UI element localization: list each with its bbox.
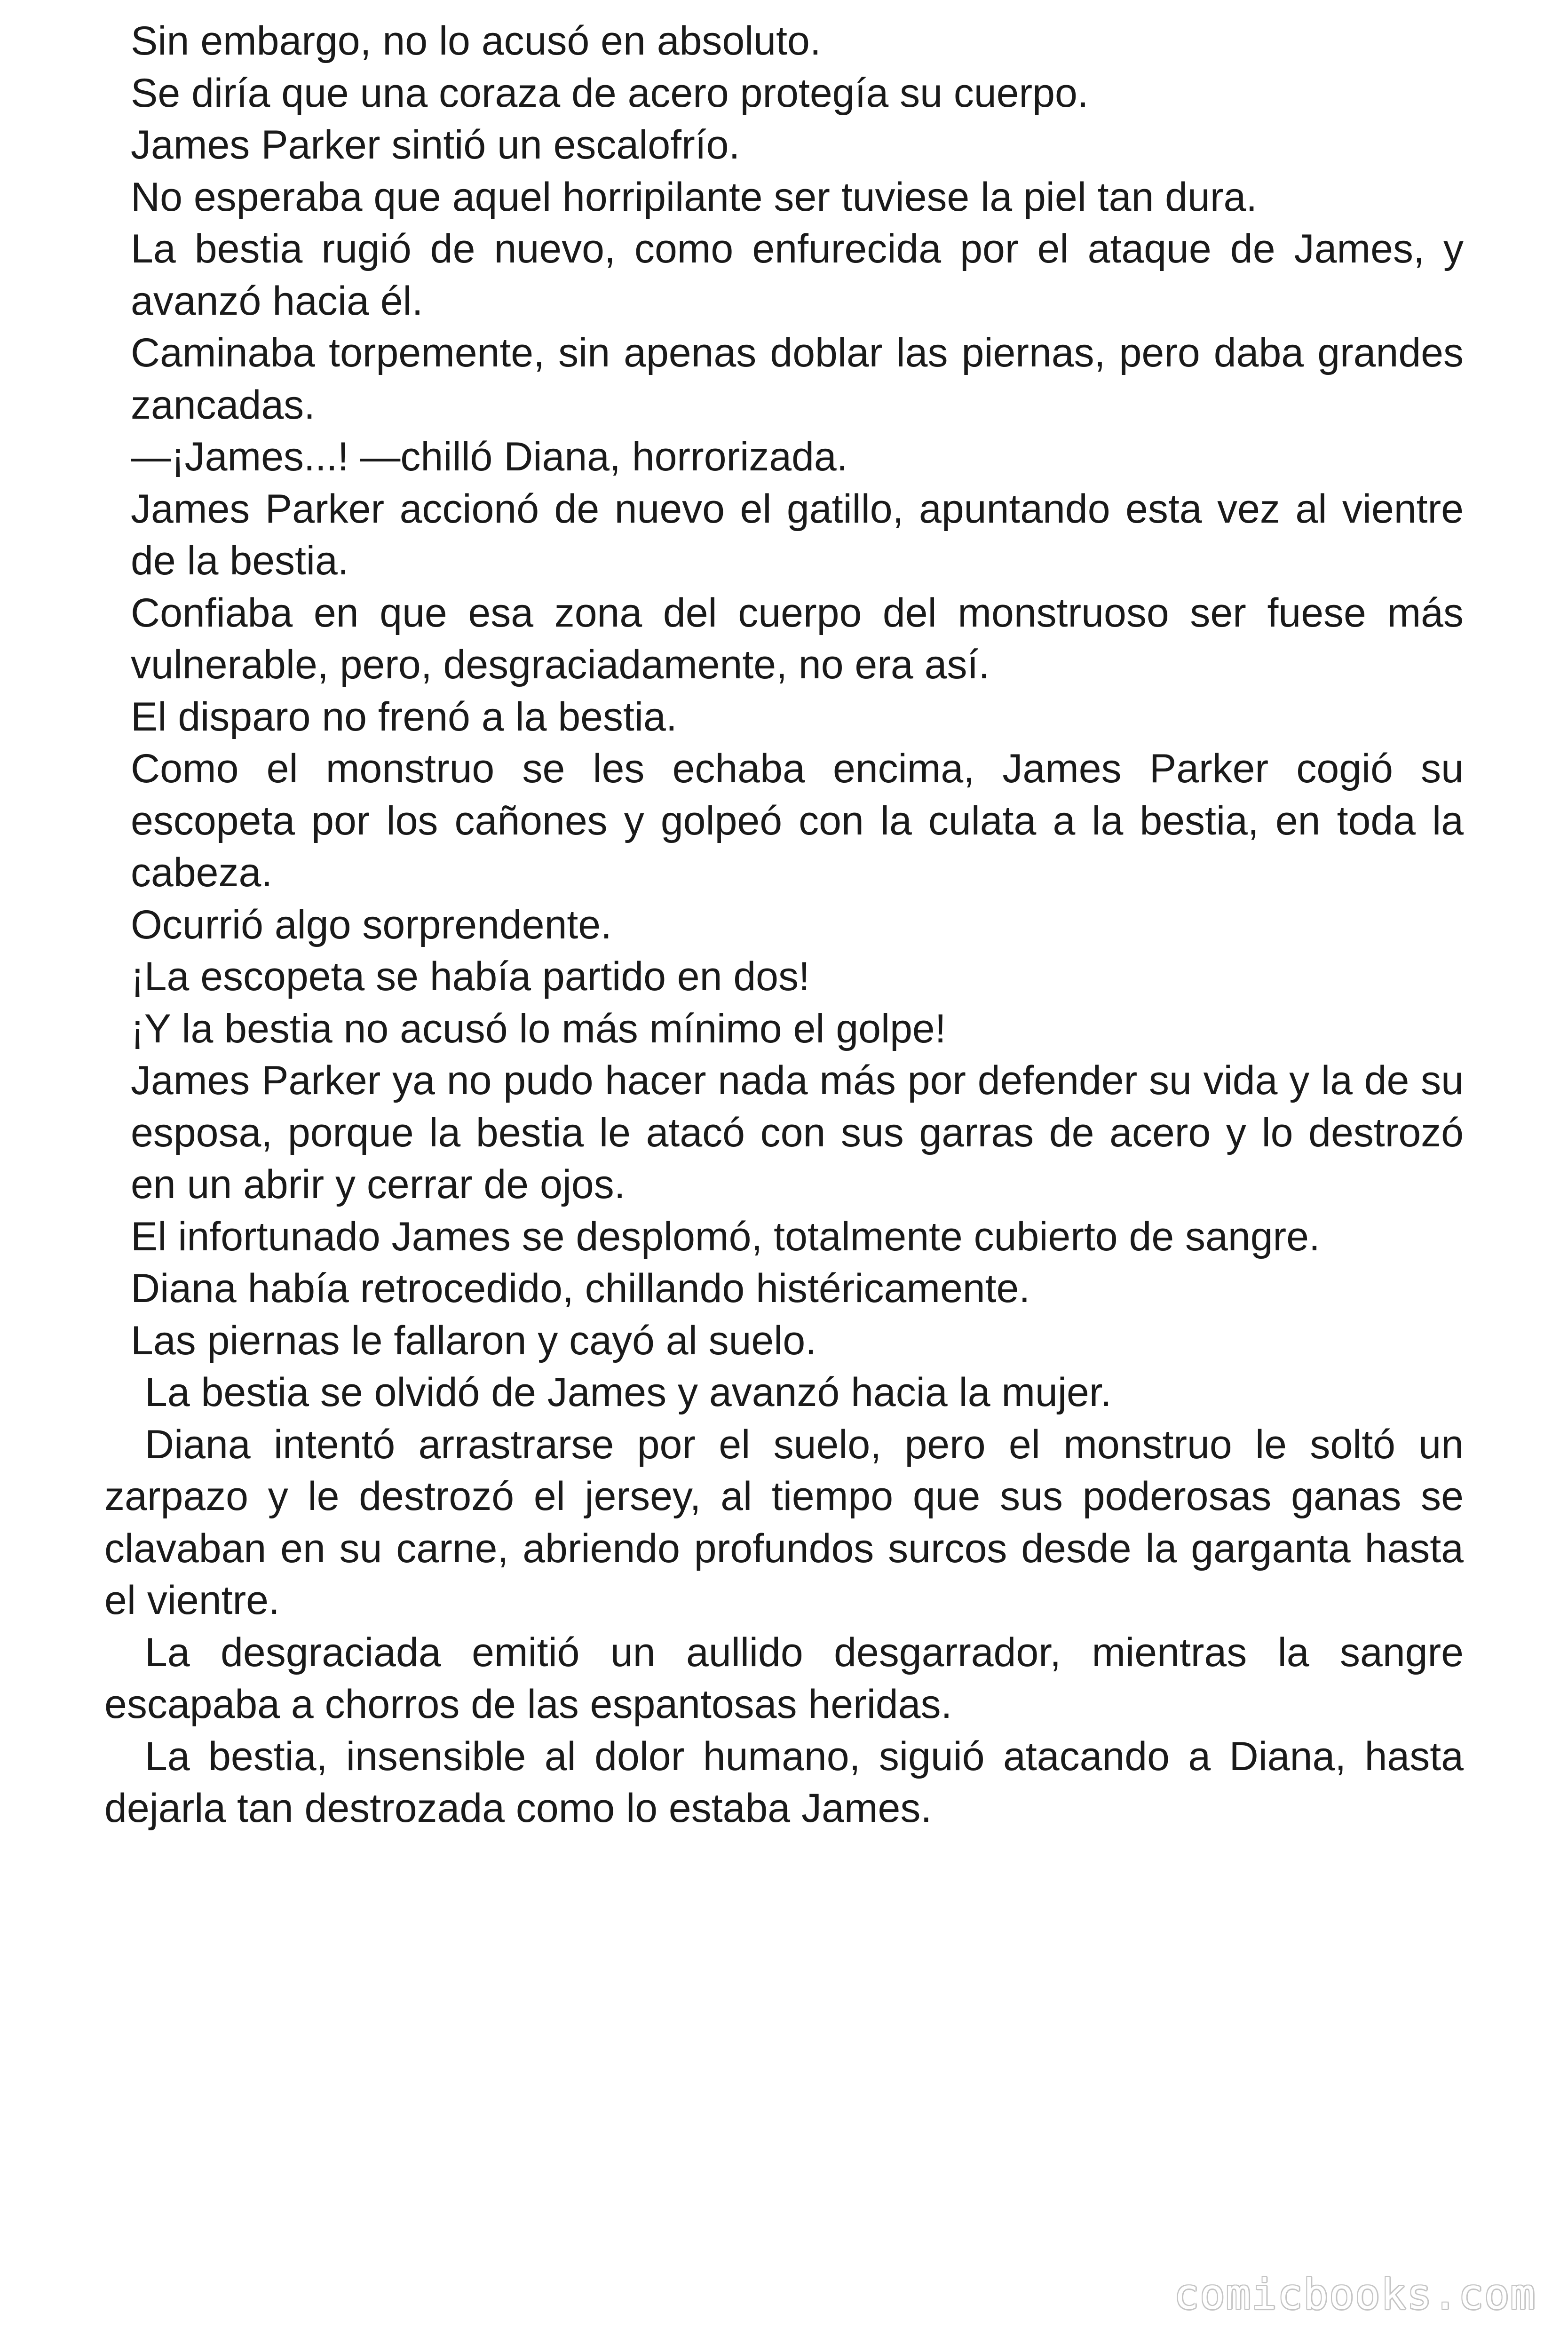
watermark: comicbooks.com [1174,2270,1536,2319]
paragraph: Ocurrió algo sorprendente. [131,902,612,947]
paragraph: Diana intentó arrastrarse por el suelo, pero el monstruo le soltó un zarpazo y le destrozó el jersey, al tiempo que sus poderosas ganas se clavaban en su carne, abriendo profundos surcos desde la garganta hasta el vientre. [104,1422,1464,1623]
paragraph: Como el monstruo se les echaba encima, James Parker cogió su escopeta por los cañones y golpeó con la culata a la bestia, en toda la cabeza. [131,746,1464,895]
paragraph: Diana había retrocedido, chillando histéricamente. [131,1266,1030,1311]
paragraph: La bestia, insensible al dolor humano, siguió atacando a Diana, hasta dejarla tan destrozada como lo estaba James. [104,1733,1464,1831]
paragraph: James Parker ya no pudo hacer nada más por defender su vida y la de su esposa, porque la bestia le atacó con sus garras de acero y lo destrozó en un abrir y cerrar de ojos. [131,1058,1464,1207]
paragraph: James Parker sintió un escalofrío. [131,122,740,167]
paragraph: Caminaba torpemente, sin apenas doblar las piernas, pero daba grandes zancadas. [131,330,1464,428]
paragraph: La bestia se olvidó de James y avanzó hacia la mujer. [145,1370,1112,1415]
paragraph: La desgraciada emitió un aullido desgarrador, mientras la sangre escapaba a chorros de las espantosas heridas. [104,1629,1464,1727]
paragraph: —¡James...! —chilló Diana, horrorizada. [131,434,848,479]
body-text [104,15,1464,1835]
paragraph: El disparo no frenó a la bestia. [131,694,677,739]
paragraph: ¡La escopeta se había partido en dos! [131,954,810,999]
paragraph: La bestia rugió de nuevo, como enfurecida por el ataque de James, y avanzó hacia él. [131,226,1464,324]
paragraph: Confiaba en que esa zona del cuerpo del monstruoso ser fuese más vulnerable, pero, desgraciadamente, no era así. [131,590,1464,687]
paragraph: ¡Y la bestia no acusó lo más mínimo el golpe! [131,1006,946,1051]
paragraph: Sin embargo, no lo acusó en absoluto. [131,18,821,64]
paragraph: Las piernas le fallaron y cayó al suelo. [131,1318,817,1363]
paragraph: No esperaba que aquel horripilante ser tuviese la piel tan dura. [131,174,1258,220]
paragraph: Se diría que una coraza de acero protegía su cuerpo. [131,70,1089,116]
paragraph: El infortunado James se desplomó, totalmente cubierto de sangre. [131,1214,1320,1259]
paragraph: James Parker accionó de nuevo el gatillo, apuntando esta vez al vientre de la bestia. [131,486,1464,583]
